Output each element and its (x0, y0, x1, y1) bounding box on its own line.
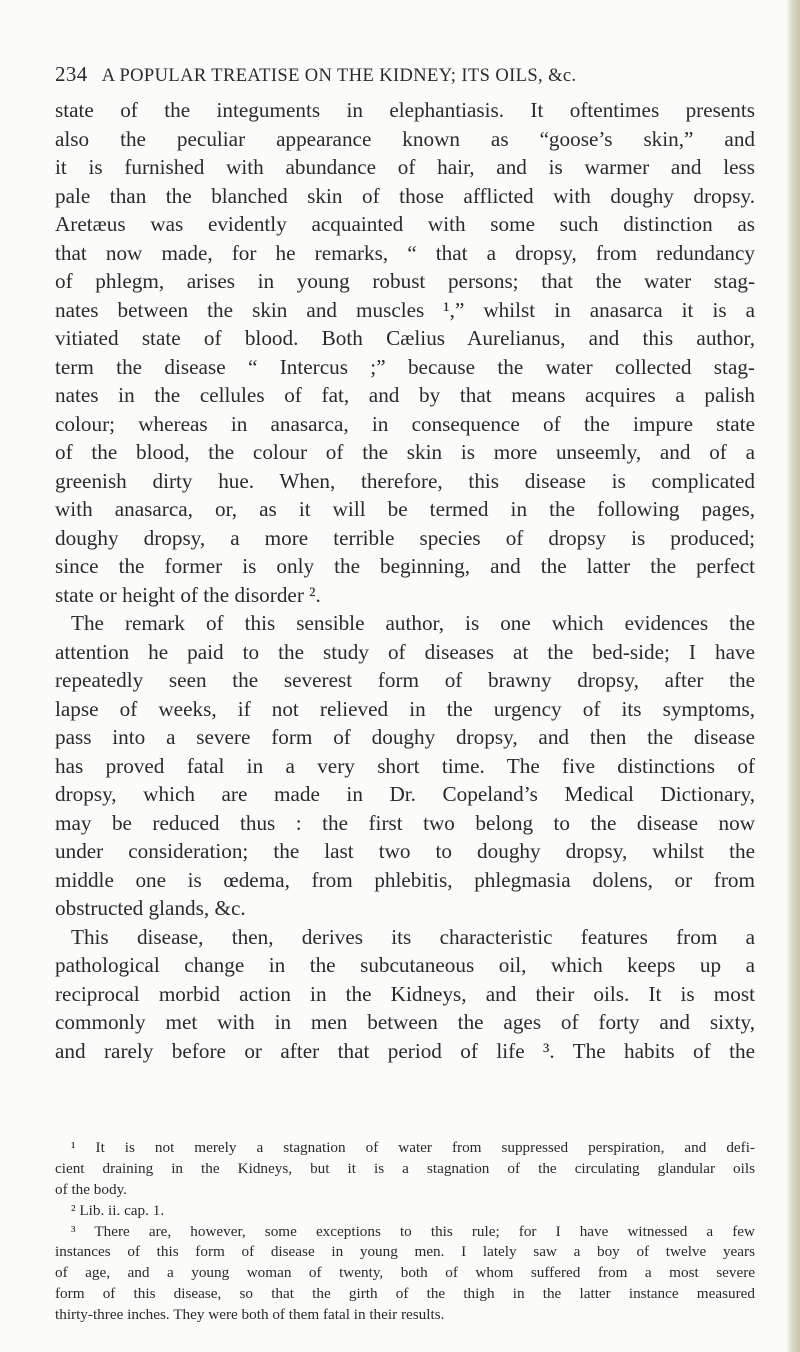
footnotes (55, 1138, 755, 1326)
body-line: nates in the cellules of fat, and by that means acquires a palish (55, 383, 755, 407)
body-line: state or height of the disorder ². (55, 582, 321, 607)
body-text (55, 96, 755, 1065)
footnote-line: instances of this form of disease in young men. I lately saw a boy of twelve years (55, 1243, 755, 1261)
footnote-line: form of this disease, so that the girth of the thigh in the latter instance measured (55, 1285, 755, 1303)
body-line: under consideration; the last two to doughy dropsy, whilst the (55, 839, 755, 863)
body-line: This disease, then, derives its characteristic features from a (71, 924, 755, 949)
body-line: of phlegm, arises in young robust persons; that the water stag- (55, 269, 755, 293)
body-line: pathological change in the subcutaneous oil, which keeps up a (55, 953, 755, 977)
body-line: pass into a severe form of doughy dropsy, and then the disease (55, 725, 755, 749)
footnote-line: ³ There are, however, some exceptions to this rule; for I have witnessed a few (71, 1222, 755, 1240)
footnote-line: ¹ It is not merely a stagnation of water from suppressed perspiration, and defi- (71, 1139, 755, 1156)
running-header (55, 62, 745, 87)
body-line: and rarely before or after that period of life ³. The habits of the (55, 1038, 755, 1063)
body-line: nates between the skin and muscles ¹,” whilst in anasarca it is a (55, 297, 755, 322)
body-line: doughy dropsy, a more terrible species of dropsy is produced; (55, 525, 755, 550)
body-line: since the former is only the beginning, and the latter the perfect (55, 554, 755, 578)
body-line: state of the integuments in elephantiasis. It oftentimes presents (55, 98, 755, 122)
footnote-line: thirty-three inches. They were both of them fatal in their results. (55, 1306, 445, 1324)
footnote-line: of age, and a young woman of twenty, both of whom suffered from a most severe (55, 1264, 755, 1282)
body-line: greenish dirty hue. When, therefore, this disease is complicated (55, 468, 755, 493)
body-line: The remark of this sensible author, is one which evidences the (71, 611, 755, 635)
footnote-line: of the body. (55, 1180, 127, 1198)
body-line: reciprocal morbid action in the Kidneys, and their oils. It is most (55, 981, 755, 1006)
page-edge-shading (786, 0, 800, 1352)
body-line: has proved fatal in a very short time. The five distinctions of (55, 753, 755, 778)
body-line: term the disease “ Intercus ;” because the water collected stag- (55, 354, 755, 379)
body-line: obstructed glands, &c. (55, 896, 246, 920)
body-line: middle one is œdema, from phlebitis, phlegmasia dolens, or from (55, 867, 755, 892)
body-line: of the blood, the colour of the skin is more unseemly, and of a (55, 440, 755, 464)
page-number: 234 (55, 62, 88, 86)
body-line: commonly met with in men between the ages of forty and sixty, (55, 1010, 755, 1034)
body-line: pale than the blanched skin of those afflicted with doughy dropsy. (55, 183, 755, 208)
body-line: attention he paid to the study of diseases at the bed-side; I have (55, 639, 755, 664)
body-line: colour; whereas in anasarca, in consequence of the impure state (55, 411, 755, 436)
body-line: dropsy, which are made in Dr. Copeland’s Medical Dictionary, (55, 782, 755, 806)
body-line: that now made, for he remarks, “ that a dropsy, from redundancy (55, 240, 755, 265)
body-line: vitiated state of blood. Both Cælius Aurelianus, and this author, (55, 326, 755, 350)
footnote-line: ² Lib. ii. cap. 1. (71, 1201, 165, 1219)
body-line: with anasarca, or, as it will be termed in the following pages, (55, 497, 755, 521)
body-line: Aretæus was evidently acquainted with some such distinction as (55, 212, 755, 236)
body-line: may be reduced thus : the first two belong to the disease now (55, 810, 755, 835)
running-title: A POPULAR TREATISE ON THE KIDNEY; ITS OILS, &c. (101, 66, 577, 86)
body-line: it is furnished with abundance of hair, and is warmer and less (55, 155, 755, 179)
body-line: lapse of weeks, if not relieved in the urgency of its symptoms, (55, 696, 755, 721)
footnote-line: cient draining in the Kidneys, but it is a stagnation of the circulating glandular oils (55, 1159, 755, 1177)
body-line: repeatedly seen the severest form of brawny dropsy, after the (55, 668, 755, 692)
body-line: also the peculiar appearance known as “goose’s skin,” and (55, 126, 755, 151)
